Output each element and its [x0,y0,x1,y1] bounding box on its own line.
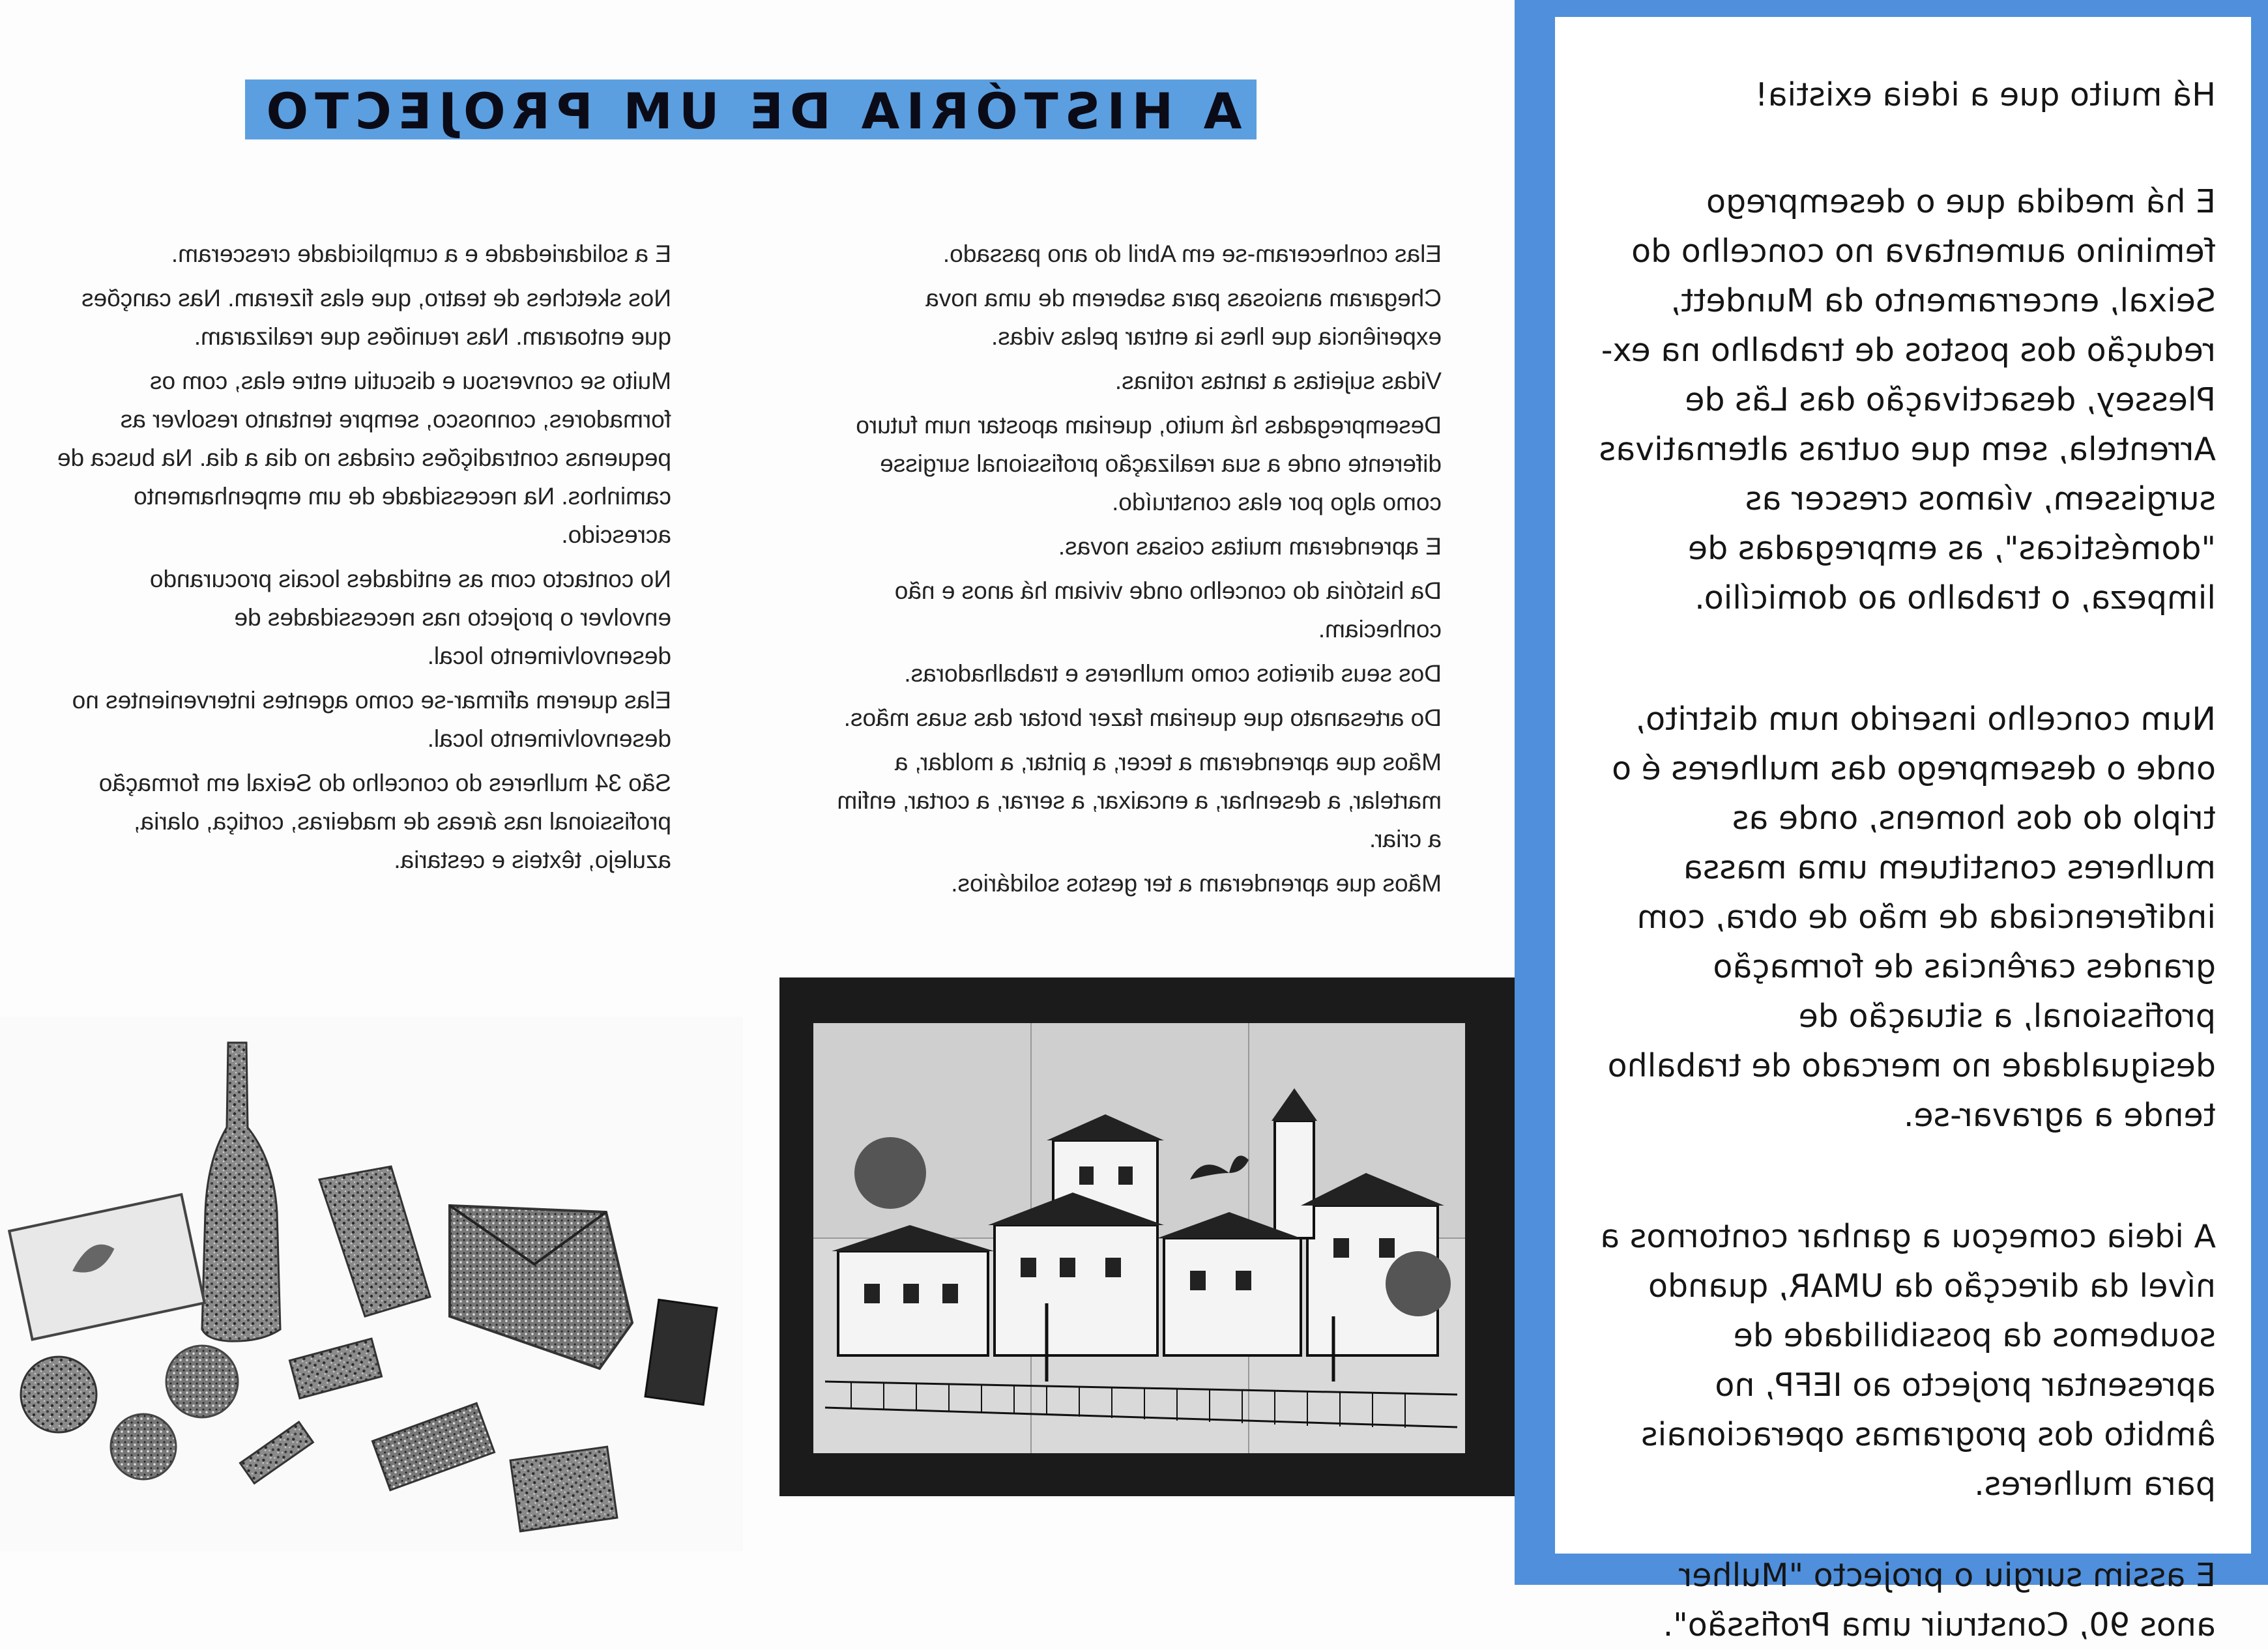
paragraph: Da história do concelho onde viviam há anos e não conheciam. [894,577,1442,643]
azulejo-panel-photo [779,977,1515,1496]
panel-paragraph: E há medida que o desemprego feminino aumentava no concelho do Seixal, encerramento da Mundett, redução dos postos de trabalho na ex-Plessey, desactivação das Lãs de Arrentela, sem que outras alternativas surgissem, víamos crescer as "domésticas", as empregadas de limpeza, o trabalho ao domicílio. [1599,183,2216,616]
paragraph: Elas querem afirmar-se como agentes intervenientes no desenvolvimento local. [72,687,671,752]
paragraph: No contacto com as entidades locais procurando envolver o projecto nas necessidades de desenvolvimento local. [149,566,671,669]
paragraph: E aprenderam muitas coisas novas. [1058,533,1442,560]
panel-paragraph: A ideia começou a ganhar contornos a nível da direcção da UMAR, quando soubemos da possibilidade de apresentar projecto ao IEFP, no âmbito dos programas operacionais para mulheres. [1600,1218,2216,1503]
paragraph: Do artesanato que queriam fazer brotar das suas mãos. [843,704,1442,731]
paragraph: Desempregadas há muito, queriam apostar num futuro diferente onde a sua realização profissional surgisse como algo por elas construído. [856,412,1442,515]
paragraph: Elas conheceram-se em Abril do ano passado. [942,240,1442,267]
panel-paragraph: Num concelho inserido num distrito, onde o desemprego das mulheres é o triplo do dos homens, onde as mulheres constituem uma massa indiferenciada de mão de obra, com grandes carências de formação profissional, a situação de desigualdade no mercado de trabalho tende a agravar-se. [1607,701,2216,1134]
paragraph: Nos sketches de teatro, que elas fizeram. Nas canções que entoaram. Nas reuniões que realizaram. [81,285,671,350]
page-title: A HISTÓRIA DE UM PROJECTO [259,81,1242,140]
right-panel-text [1597,70,2216,1650]
paragraph: Mãos que aprenderam a tecer, a pintar, a moldar, a martelar, a desenhar, a encaixar, a serrar, a cortar, enfim a criar. [837,749,1442,852]
paragraph: E a solidariedade e a cumplicidade cresceram. [171,240,671,267]
paragraph: Vidas sujeitas a tantas rotinas. [1114,368,1442,394]
paragraph: São 34 mulheres do concelho do Seixal em formação profissional nas áreas de madeiras, cortiça, olaria, azulejo, têxteis e cestaria. [98,770,671,873]
paragraph: Chegaram ansiosas para saberem de uma nova experiência que lhes ia entrar pelas vidas. [925,285,1442,350]
middle-text-column [822,235,1442,908]
panel-intro: Há muito que a ideia existia! [1754,76,2216,113]
paragraph: Mãos que aprenderam a ter gestos solidários. [951,870,1442,897]
paragraph: Dos seus direitos como mulheres e trabalhadoras. [904,660,1442,687]
crafts-photo [0,1017,743,1551]
paragraph: Muito se conversou e discutiu entre elas, com os formadores, connosco, sempre tentanto resolver as pequenas contradições criadas no dia a dia. Na busca de caminhos. Na necessidade de um empenhamento acrescido. [57,368,671,548]
left-text-column [52,235,671,885]
panel-paragraph: E assim surgiu o projecto "Mulher anos 90, Construir uma Profissão". [1663,1557,2216,1643]
